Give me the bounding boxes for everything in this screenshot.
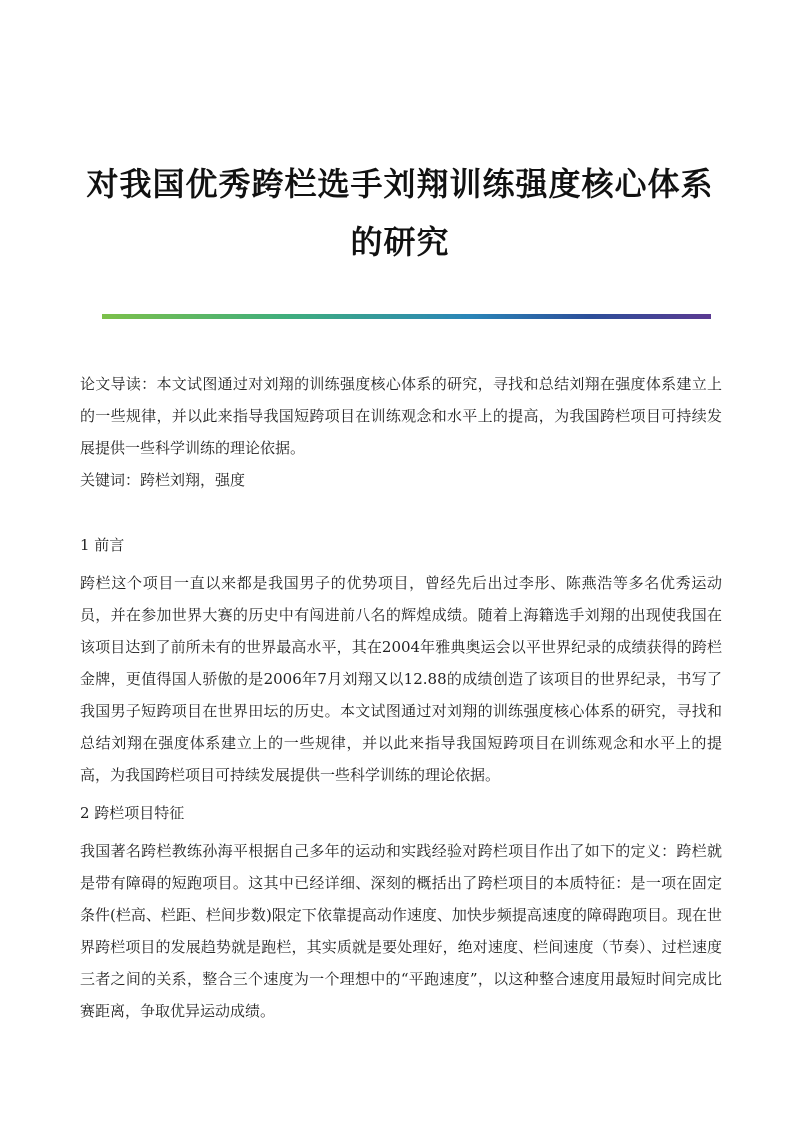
page-title — [60, 155, 740, 271]
spacer — [80, 496, 722, 529]
document-body — [80, 368, 722, 1027]
section-body-features: 我国著名跨栏教练孙海平根据自己多年的运动和实践经验对跨栏项目作出了如下的定义：跨栏就是带有障碍的短跑项目。这其中已经详细、深刻的概括出了跨栏项目的本质特征：是一项在固定条件(栏高、栏距、栏间步数)限定下依靠提高动作速度、加快步频提高速度的障碍跑项目。现在世界跨栏项目的发展趋势就是跑栏，其实质就是要处理好，绝对速度、栏间速度（节奏）、过栏速度三者之间的关系，整合三个速度为一个理想中的“平跑速度”，以这种整合速度用最短时间完成比赛距离，争取优异运动成绩。 — [80, 842, 722, 1020]
section-body-intro: 跨栏这个项目一直以来都是我国男子的优势项目，曾经先后出过李彤、陈燕浩等多名优秀运动员，并在参加世界大赛的历史中有闯进前八名的辉煌成绩。随着上海籍选手刘翔的出现使我国在该项目达到了前所未有的世界最高水平，其在2004年雅典奥运会以平世界纪录的成绩获得的跨栏金牌，更值得国人骄傲的是2006年7月刘翔又以12.88的成绩创造了该项目的世界纪录，书写了我国男子短跨项目在世界田坛的历史。本文试图通过对刘翔的训练强度核心体系的研究，寻找和总结刘翔在强度体系建立上的一些规律，并以此来指导我国短跨项目在训练观念和水平上的提高，为我国跨栏项目可持续发展提供一些科学训练的理论依据。 — [80, 574, 722, 784]
keywords-line: 关键词：跨栏刘翔，强度 — [80, 471, 246, 489]
title-line-1: 对我国优秀跨栏选手刘翔训练强度核心体系 — [86, 165, 714, 203]
section-heading-intro: 1 前言 — [80, 536, 125, 554]
title-line-2: 的研究 — [350, 223, 450, 261]
abstract-paragraph: 论文导读：本文试图通过对刘翔的训练强度核心体系的研究，寻找和总结刘翔在强度体系建立上的一些规律，并以此来指导我国短跨项目在训练观念和水平上的提高，为我国跨栏项目可持续发展提供一些科学训练的理论依据。 — [80, 375, 722, 457]
title-divider — [102, 314, 711, 319]
section-heading-features: 2 跨栏项目特征 — [80, 804, 185, 822]
